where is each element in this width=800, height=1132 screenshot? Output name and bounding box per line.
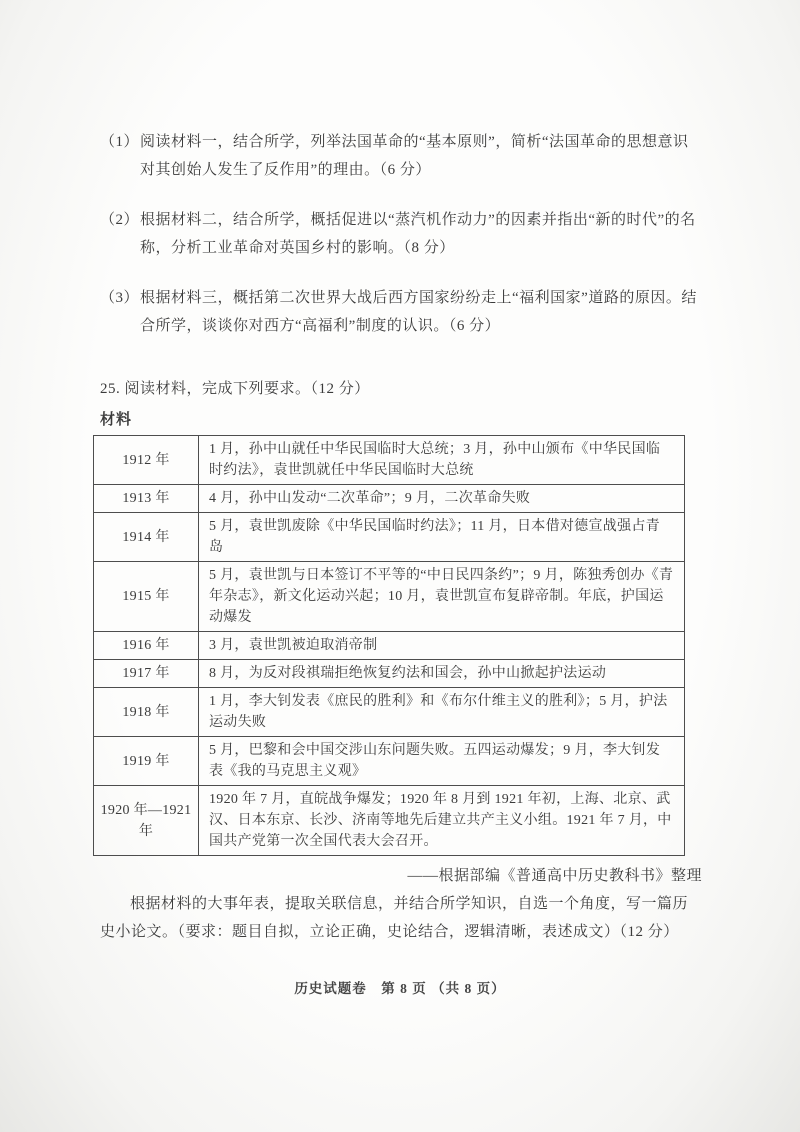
year-cell: 1913 年 xyxy=(94,485,199,513)
sub-question-1-text: 阅读材料一，结合所学，列举法国革命的“基本原则”，简析“法国革命的思想意识对其创始人发生了反作用”的理由。（6 分） xyxy=(140,134,689,178)
table-row xyxy=(94,786,685,856)
year-cell: 1918 年 xyxy=(94,688,199,737)
year-cell: 1919 年 xyxy=(94,737,199,786)
year-cell: 1917 年 xyxy=(94,660,199,688)
year-cell: 1912 年 xyxy=(94,436,199,485)
page-content xyxy=(100,128,702,946)
year-cell: 1916 年 xyxy=(94,632,199,660)
events-cell: 1920 年 7 月，直皖战争爆发；1920 年 8 月到 1921 年初，上海、北京、武汉、日本东京、长沙、济南等地先后建立共产主义小组。1921 年 7 月，中国共产党第一次全国代表大会召开。 xyxy=(199,786,685,856)
source-attribution: ——根据部编《普通高中历史教科书》整理 xyxy=(407,868,702,884)
events-cell: 8 月，为反对段祺瑞拒绝恢复约法和国会，孙中山掀起护法运动 xyxy=(199,660,685,688)
page-footer: 历史试题卷 第 8 页 （共 8 页） xyxy=(294,981,506,996)
sub-question-3-text: 根据材料三，概括第二次世界大战后西方国家纷纷走上“福利国家”道路的原因。结合所学，谈谈你对西方“高福利”制度的认识。（6 分） xyxy=(140,290,697,334)
sub-question-3 xyxy=(100,284,702,340)
sub-question-1-number: （1） xyxy=(100,134,140,150)
events-cell: 4 月，孙中山发动“二次革命”；9 月，二次革命失败 xyxy=(199,485,685,513)
table-row xyxy=(94,632,685,660)
events-cell: 5 月，巴黎和会中国交涉山东问题失败。五四运动爆发；9 月，李大钊发表《我的马克思主义观》 xyxy=(199,737,685,786)
sub-question-2-number: （2） xyxy=(100,212,140,228)
sub-question-2-text: 根据材料二，结合所学，概括促进以“蒸汽机作动力”的因素并指出“新的时代”的名称，分析工业革命对英国乡村的影响。（8 分） xyxy=(140,212,696,256)
timeline-table xyxy=(93,435,685,856)
table-row xyxy=(94,513,685,562)
table-row xyxy=(94,562,685,632)
sub-question-1 xyxy=(100,128,702,184)
events-cell: 1 月，孙中山就任中华民国临时大总统；3 月，孙中山颁布《中华民国临时约法》，袁世凯就任中华民国临时大总统 xyxy=(199,436,685,485)
table-row xyxy=(94,485,685,513)
year-cell: 1920 年—1921 年 xyxy=(94,786,199,856)
question-25-stem: 25. 阅读材料，完成下列要求。（12 分） xyxy=(100,381,370,397)
year-cell: 1915 年 xyxy=(94,562,199,632)
year-cell: 1914 年 xyxy=(94,513,199,562)
material-label: 材料 xyxy=(100,412,133,428)
events-cell: 1 月，李大钊发表《庶民的胜利》和《布尔什维主义的胜利》；5 月，护法运动失败 xyxy=(199,688,685,737)
events-cell: 5 月，袁世凯废除《中华民国临时约法》；11 月，日本借对德宣战强占青岛 xyxy=(199,513,685,562)
table-row xyxy=(94,660,685,688)
sub-question-3-number: （3） xyxy=(100,290,140,306)
events-cell: 5 月，袁世凯与日本签订不平等的“中日民四条约”；9 月，陈独秀创办《青年杂志》，新文化运动兴起；10 月，袁世凯宣布复辟帝制。年底，护国运动爆发 xyxy=(199,562,685,632)
events-cell: 3 月，袁世凯被迫取消帝制 xyxy=(199,632,685,660)
sub-question-2 xyxy=(100,206,702,262)
table-row xyxy=(94,737,685,786)
essay-task: 根据材料的大事年表，提取关联信息，并结合所学知识，自选一个角度，写一篇历史小论文。（要求：题目自拟，立论正确，史论结合，逻辑清晰，表述成文）（12 分） xyxy=(100,896,689,940)
table-row xyxy=(94,688,685,737)
table-row xyxy=(94,436,685,485)
